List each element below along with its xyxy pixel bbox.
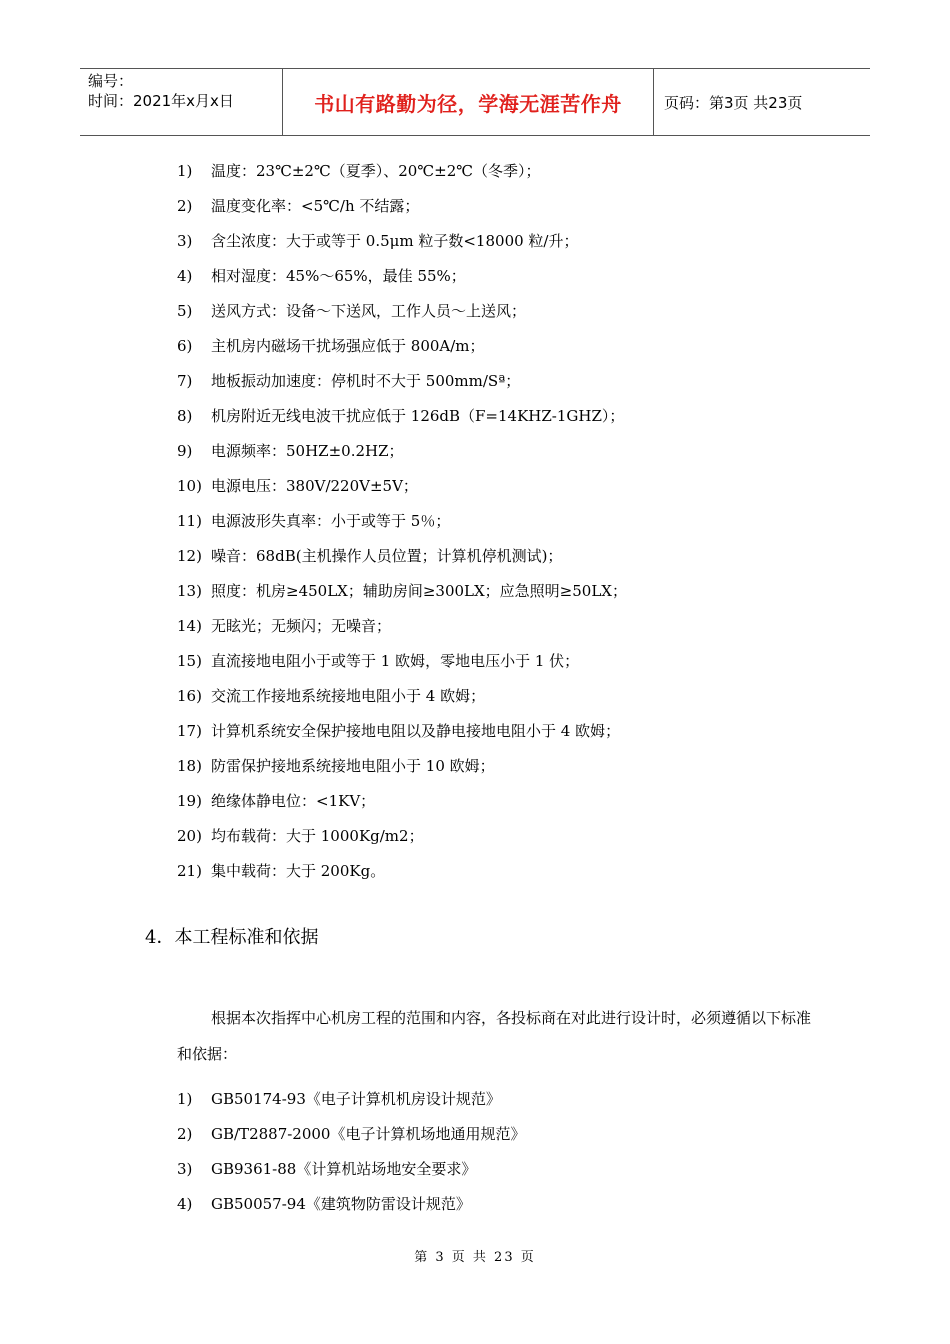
- list-item: [177, 854, 627, 889]
- item-text: 直流接地电阻小于或等于 1 欧姆，零地电压小于 1 伏；: [211, 652, 580, 670]
- item-number: 2): [177, 1125, 193, 1143]
- header-motto-cell: [282, 69, 654, 135]
- item-number: 1): [177, 162, 193, 180]
- item-text: 温度：23℃±2℃（夏季）、20℃±2℃（冬季）；: [211, 162, 541, 180]
- header-left-cell: [80, 69, 282, 135]
- item-text: GB9361-88《计算机站场地安全要求》: [211, 1160, 477, 1178]
- list-item: [177, 679, 627, 714]
- item-number: 4): [177, 267, 193, 285]
- item-text: 噪音：68dB(主机操作人员位置；计算机停机测试)；: [211, 547, 563, 565]
- list-item: [177, 224, 627, 259]
- item-text: 电源电压：380V/220V±5V；: [211, 477, 418, 495]
- list-item: [177, 539, 627, 574]
- item-number: 14): [177, 617, 202, 635]
- item-text: 防雷保护接地系统接地电阻小于 10 欧姆；: [211, 757, 495, 775]
- page-footer: 第 3 页 共 23 页: [414, 1250, 536, 1265]
- list-item: [177, 574, 627, 609]
- list-item: [177, 154, 627, 189]
- item-text: GB50057-94《建筑物防雷设计规范》: [211, 1195, 471, 1213]
- item-text: 集中载荷：大于 200Kg。: [211, 862, 386, 880]
- list-item: [177, 469, 627, 504]
- item-number: 8): [177, 407, 193, 425]
- list-item: [177, 819, 627, 854]
- list-item: [177, 644, 627, 679]
- item-text: 交流工作接地系统接地电阻小于 4 欧姆；: [211, 687, 486, 705]
- list-item: [177, 504, 627, 539]
- item-text: 送风方式：设备～下送风，工作人员～上送风；: [211, 302, 527, 320]
- motto-text: 书山有路勤为径，学海无涯苦作舟: [314, 91, 622, 116]
- item-number: 17): [177, 722, 202, 740]
- item-number: 18): [177, 757, 202, 775]
- list-item: [177, 364, 627, 399]
- item-number: 7): [177, 372, 193, 390]
- item-number: 13): [177, 582, 202, 600]
- item-number: 12): [177, 547, 202, 565]
- item-number: 2): [177, 197, 193, 215]
- list-item: [177, 714, 627, 749]
- item-number: 3): [177, 1160, 193, 1178]
- item-text: 电源频率：50HZ±0.2HZ；: [211, 442, 404, 460]
- list-item: [177, 784, 627, 819]
- list-item: [177, 1187, 525, 1222]
- item-text: 均布载荷：大于 1000Kg/m2；: [211, 827, 424, 845]
- item-text: 照度：机房≥450LX；辅助房间≥300LX；应急照明≥50LX；: [211, 582, 627, 600]
- list-item: [177, 399, 627, 434]
- list-item: [177, 259, 627, 294]
- item-text: 机房附近无线电波干扰应低于 126dB（F=14KHZ-1GHZ）；: [211, 407, 625, 425]
- item-text: 绝缘体静电位：<1KV；: [211, 792, 376, 810]
- item-number: 5): [177, 302, 193, 320]
- item-text: 电源波形失真率：小于或等于 5％；: [211, 512, 451, 530]
- item-text: 主机房内磁场干扰场强应低于 800A/m；: [211, 337, 485, 355]
- item-number: 16): [177, 687, 202, 705]
- item-text: 含尘浓度：大于或等于 0.5μm 粒子数<18000 粒/升；: [211, 232, 579, 250]
- list-item: [177, 434, 627, 469]
- item-number: 15): [177, 652, 202, 670]
- item-number: 4): [177, 1195, 193, 1213]
- list-item: [177, 1082, 525, 1117]
- item-number: 3): [177, 232, 193, 250]
- item-number: 10): [177, 477, 202, 495]
- time-label: 时间：2021年x月x日: [88, 92, 234, 110]
- item-text: 无眩光；无频闪；无噪音；: [211, 617, 392, 635]
- header-page-cell: [654, 69, 870, 135]
- item-number: 11): [177, 512, 202, 530]
- item-number: 20): [177, 827, 202, 845]
- list-item: [177, 189, 627, 224]
- list-item: [177, 294, 627, 329]
- item-text: GB/T2887-2000《电子计算机场地通用规范》: [211, 1125, 526, 1143]
- item-text: 地板振动加速度：停机时不大于 500mm/Sª；: [211, 372, 521, 390]
- number-label: 编号：: [88, 72, 134, 90]
- item-number: 1): [177, 1090, 193, 1108]
- item-number: 9): [177, 442, 193, 460]
- item-number: 6): [177, 337, 193, 355]
- item-text: 相对湿度：45%～65%，最佳 55%；: [211, 267, 466, 285]
- list-item: [177, 1117, 525, 1152]
- list-item: [177, 749, 627, 784]
- requirements-list: [177, 154, 627, 889]
- page-header: [80, 68, 870, 136]
- list-item: [177, 1152, 525, 1187]
- item-number: 19): [177, 792, 202, 810]
- list-item: [177, 609, 627, 644]
- page-info: 页码：第3页 共23页: [664, 93, 803, 112]
- item-text: 计算机系统安全保护接地电阻以及静电接地电阻小于 4 欧姆；: [211, 722, 621, 740]
- body-paragraph: 根据本次指挥中心机房工程的范围和内容，各投标商在对此进行设计时，必须遵循以下标准和依据：: [177, 1009, 812, 1063]
- standards-list: [177, 1082, 525, 1222]
- item-number: 21): [177, 862, 202, 880]
- item-text: GB50174-93《电子计算机机房设计规范》: [211, 1090, 501, 1108]
- item-text: 温度变化率：<5℃/h 不结露；: [211, 197, 420, 215]
- list-item: [177, 329, 627, 364]
- section-heading: 4．本工程标准和依据: [145, 927, 319, 948]
